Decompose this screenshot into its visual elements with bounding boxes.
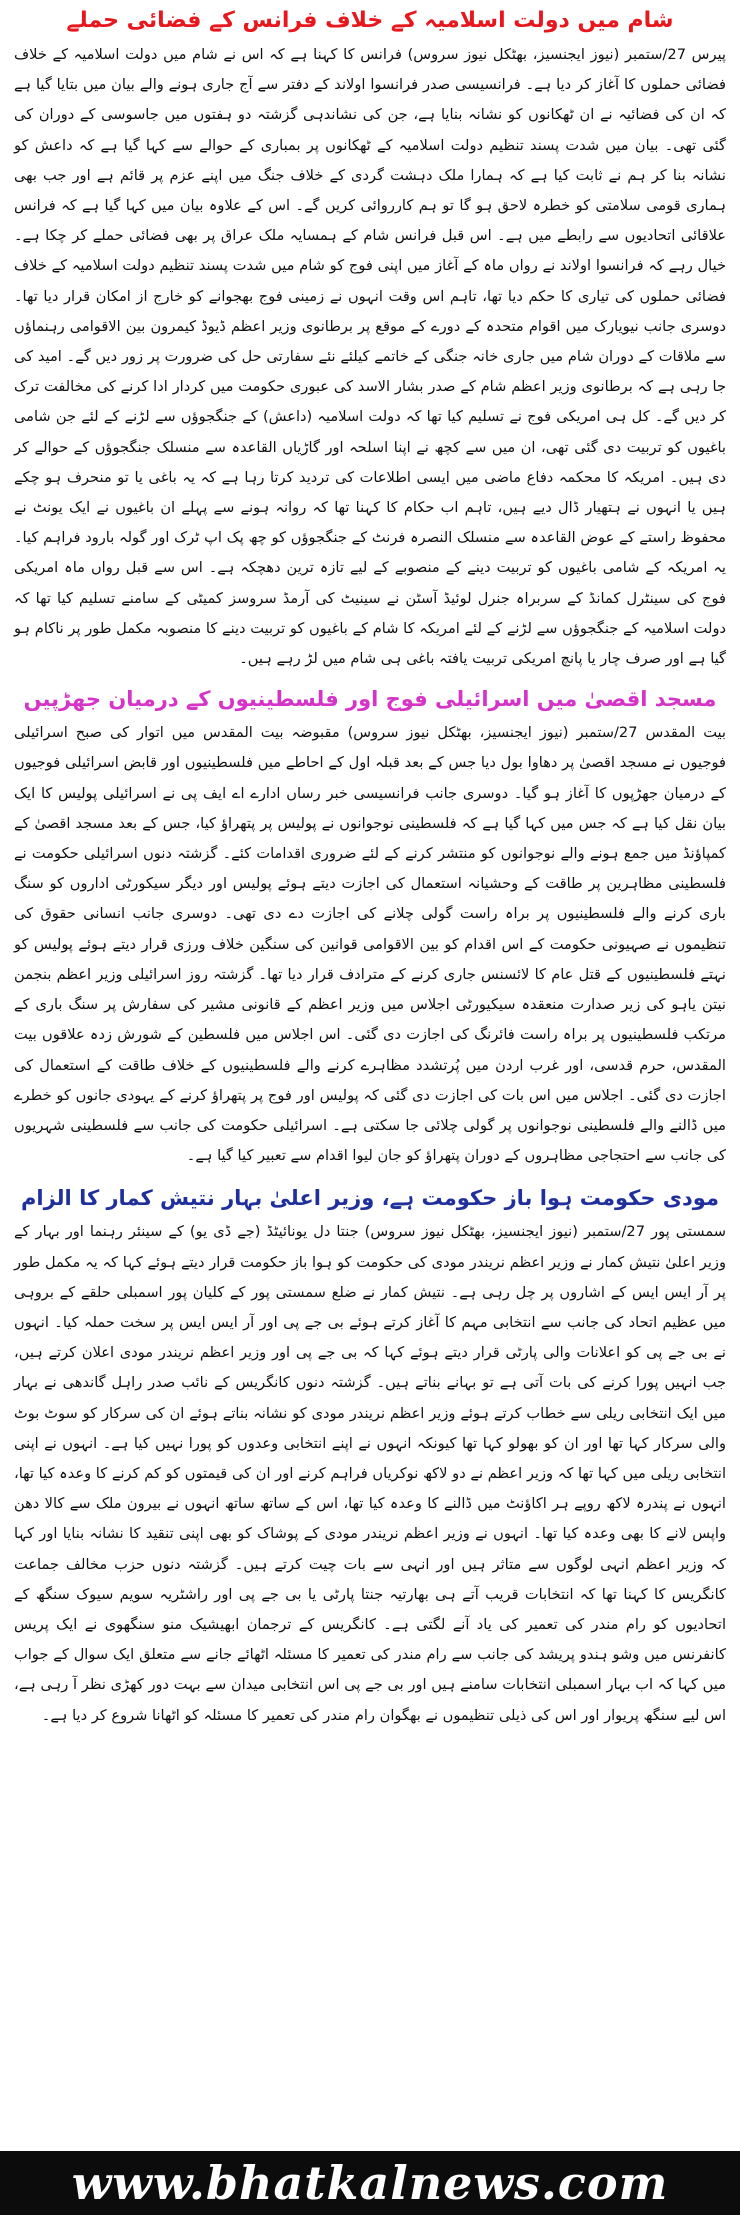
- article-france-syria-strikes: [14, 6, 726, 674]
- article-headline: مسجد اقصیٰ میں اسرائیلی فوج اور فلسطینیوں کے درمیان جھڑپیں: [23, 687, 717, 712]
- article-headline: مودی حکومت ہوا باز حکومت ہے، وزیر اعلیٰ بہار نتیش کمار کا الزام: [21, 1186, 719, 1211]
- article-body: پیرس 27/ستمبر (نیوز ایجنسیز، بھٹکل نیوز سروس) فرانس کا کہنا ہے کہ اس نے شام میں دولت اسلامیہ کے خلاف فضائی حملوں کا آغاز کر دیا ہے۔ فرانسیسی صدر فرانسوا اولاند کے دفتر سے آج جاری ہونے والے بیان میں بتایا گیا ہے کہ ان کی فضائیہ نے ان ٹھکانوں کو نشانہ بنایا ہے، جن کی نشاندہی گزشتہ دو ہفتوں میں جاسوسی کے دوران کی گئی تھی۔ بیان میں شدت پسند تنظیم دولت اسلامیہ کے ٹھکانوں پر بمباری کے حوالے سے کہا گیا ہے کہ داعش کو نشانہ بنا کر ہم نے ثابت کیا ہے کہ ہمارا ملک دہشت گردی کے خلاف جنگ میں اپنے عزم پر قائم ہے اور جب بھی ہماری قومی سلامتی کو خطرہ لاحق ہو گا تو ہم کارروائی کریں گے۔ اس کے علاوہ بیان میں کہا گیا ہے کہ فرانس علاقائی اتحادیوں سے رابطے میں ہے۔ اس قبل فرانس شام کے ہمسایہ ملک عراق پر بھی فضائی حملے کر چکا ہے۔ خیال رہے کہ فرانسوا اولاند نے رواں ماہ کے آغاز میں اپنی فوج کو شام میں شدت پسند تنظیم دولت اسلامیہ کے خلاف فضائی حملوں کی تیاری کا حکم دیا تھا، تاہم اس وقت انہوں نے زمینی فوج بھجوانے کو خارج از امکان قرار دیا تھا۔ دوسری جانب نیویارک میں اقوام متحدہ کے دورے کے موقع پر برطانوی وزیر اعظم ڈیوڈ کیمرون بین الاقوامی رہنماؤں سے ملاقات کے دوران شام میں جاری خانہ جنگی کے خاتمے کیلئے نئے سفارتی حل کی ضرورت پر زور دیں گے۔ امید کی جا رہی ہے کہ برطانوی وزیر اعظم شام کے صدر بشار الاسد کی عبوری حکومت میں کردار ادا کرنے کی مخالفت ترک کر دیں گے۔ کل ہی امریکی فوج نے تسلیم کیا تھا کہ دولت اسلامیہ (داعش) کے جنگجوؤں سے لڑنے کے لئے جن شامی باغیوں کو تربیت دی گئی تھی، ان میں سے کچھ نے اپنا اسلحہ اور گاڑیاں القاعدہ سے منسلک جنگجوؤں کے حوالے کر دی ہیں۔ امریکہ کا محکمہ دفاع ماضی میں ایسی اطلاعات کی تردید کرتا رہا ہے کہ یہ باغی یا تو منحرف ہو چکے ہیں یا انہوں نے ہتھیار ڈال دیے ہیں، تاہم اب حکام کا کہنا تھا کہ روانہ ہونے سے پہلے ان باغیوں نے ایک یونٹ نے محفوظ راستے کے عوض القاعدہ سے منسلک النصرہ فرنٹ کے جنگجوؤں کو چھ پک اپ ٹرک اور گولہ بارود فراہم کیا۔ یہ امریکہ کے شامی باغیوں کو تربیت دینے کے منصوبے کے لیے تازہ ترین دھچکہ ہے۔ اس سے قبل رواں ماہ امریکی فوج کی سینٹرل کمانڈ کے سربراہ جنرل لوئیڈ آسٹن نے سینیٹ کی آرمڈ سروسز کمیٹی کے سامنے تسلیم کیا تھا کہ دولت اسلامیہ کے جنگجوؤں سے لڑنے کے لئے امریکہ کا شام کے باغیوں کو تربیت دینے کا منصوبہ مکمل طور پر ناکام ہو گیا ہے اور صرف چار یا پانچ امریکی تربیت یافتہ باغی ہی شام میں لڑ رہے ہیں۔: [14, 46, 726, 668]
- article-body: سمستی پور 27/ستمبر (نیوز ایجنسیز، بھٹکل نیوز سروس) جنتا دل یونائیٹڈ (جے ڈی یو) کے سینئر رہنما اور بہار کے وزیر اعلیٰ نتیش کمار نے وزیر اعظم نریندر مودی کی حکومت کو ہوا باز حکومت قرار دیتے ہوئے کہا کہ یہ مکمل طور پر آر ایس ایس کے اشاروں پر چل رہی ہے۔ نتیش کمار نے ضلع سمستی پور کے کلیان پور اسمبلی حلقے کے بروہی میں عظیم اتحاد کی جانب سے انتخابی مہم کا آغاز کرتے ہوئے بی جے پی اور آر ایس ایس پر سخت حملہ کیا۔ انہوں نے بی جے پی کو اعلانات والی پارٹی قرار دیتے ہوئے کہا کہ بی جے پی اور وزیر اعظم نریندر مودی اعلان کرتے ہیں، جب انہیں پورا کرنے کی بات آتی ہے تو بہانے بناتے ہیں۔ گزشتہ دنوں کانگریس کے نائب صدر راہل گاندھی نے بہار میں ایک انتخابی ریلی سے خطاب کرتے ہوئے وزیر اعظم نریندر مودی کو نشانہ بناتے ہوئے ان کی سرکار کو سوٹ بوٹ والی سرکار کہا تھا اور ان کو بھولو کہا تھا کیونکہ انہوں نے اپنے انتخابی وعدوں کو پورا نہیں کیا ہے۔ انہوں نے اپنی انتخابی ریلی میں کہا تھا کہ وزیر اعظم نے دو لاکھ نوکریاں فراہم کرنے اور ان کی قیمتوں کو کم کرنے کا وعدہ کیا تھا، انہوں نے پندرہ لاکھ روپے ہر اکاؤنٹ میں ڈالنے کا وعدہ کیا تھا، اس کے ساتھ ساتھ انہوں نے بیرون ملک سے کالا دھن واپس لانے کا بھی وعدہ کیا تھا۔ انہوں نے وزیر اعظم نریندر مودی کے پوشاک کو بھی اپنی تنقید کا نشانہ بنایا اور کہا کہ وزیر اعظم انہی لوگوں سے متاثر ہیں اور انہی سے بات چیت کرتے ہیں۔ گزشتہ دنوں حزب مخالف جماعت کانگریس کا کہنا تھا کہ انتخابات قریب آتے ہی بھارتیہ جنتا پارٹی یا بی جے پی اور راشٹریہ سویم سیوک سنگھ کے اتحادیوں کو رام مندر کی تعمیر کی یاد آنے لگتی ہے۔ کانگریس کے ترجمان ابھیشیک منو سنگھوی نے ایک پریس کانفرنس میں وشو ہندو پریشد کی جانب سے رام مندر کی تعمیر کا مسئلہ اٹھائے جانے سے متعلق ایک سوال کے جواب میں کہا کہ اب بہار اسمبلی انتخابات سامنے ہیں اور بی جے پی اس انتخابی میدان سے بہت دور کھڑی نظر آ رہی ہے، اس لیے سنگھ پریوار اور اس کی ذیلی تنظیموں نے بھگوان رام مندر کی تعمیر کا مسئلہ کو اٹھانا شروع کر دیا ہے۔: [14, 1223, 726, 1724]
- article-headline: شام میں دولت اسلامیہ کے خلاف فرانس کے فضائی حملے: [66, 8, 674, 33]
- article-al-aqsa-clashes: [14, 684, 726, 1171]
- article-body: بیت المقدس 27/ستمبر (نیوز ایجنسیز، بھٹکل نیوز سروس) مقبوضہ بیت المقدس میں اتوار کی صبح اسرائیلی فوجیوں نے مسجد اقصیٰ پر دھاوا بول دیا جس کے بعد قبلہ اول کے احاطے میں فلسطینیوں اور قابض اسرائیلی فوجیوں کے درمیان جھڑپوں کا آغاز ہو گیا۔ دوسری جانب فرانسیسی خبر رساں ادارے اے ایف پی نے اسرائیلی پولیس کا ایک بیان نقل کیا ہے کہ جس میں کہا گیا ہے کہ فلسطینی نوجوانوں نے پولیس پر پتھراؤ کیا، جس کے بعد مسجد اقصیٰ کے کمپاؤنڈ میں جمع ہونے والے نوجوانوں کو منتشر کرنے کے لئے ضروری اقدامات کئے۔ گزشتہ دنوں اسرائیلی حکومت نے فلسطینی مظاہرین پر طاقت کے وحشیانہ استعمال کی اجازت دیتے ہوئے پولیس اور دیگر سیکورٹی اداروں کو سنگ باری کرنے والے فلسطینیوں پر براہ راست گولی چلانے کی اجازت دے دی تھی۔ دوسری جانب انسانی حقوق کی تنظیموں نے صہیونی حکومت کے اس اقدام کو بین الاقوامی قوانین کی سنگین خلاف ورزی قرار دیتے ہوئے پولیس کو نہتے فلسطینیوں کے قتل عام کا لائسنس جاری کرنے کے مترادف قرار دیا تھا۔ گزشتہ روز اسرائیلی وزیر اعظم بنجمن نیتن یاہو کی زیر صدارت منعقدہ سیکیورٹی اجلاس میں وزیر اعظم کے قانونی مشیر کی سفارش پر سنگ باری کے مرتکب فلسطینیوں پر براہ راست فائرنگ کی اجازت دی گئی۔ اس اجلاس میں فلسطین کے شورش زدہ علاقوں بیت المقدس، حرم قدسی، اور غرب اردن میں پُرتشدد مظاہرے کرنے والے فلسطینیوں کے خلاف طاقت کے استعمال کی اجازت دی گئی۔ اجلاس میں اس بات کی اجازت دی گئی کہ پولیس اور فوج پر پتھراؤ کرنے کے یہودی جانوں کو خطرے میں ڈالنے والے فلسطینی نوجوانوں پر گولی چلائی جا سکتی ہے۔ اسرائیلی حکومت کی جانب سے فلسطینی شہریوں کی جانب سے احتجاجی مظاہروں کے دوران پتھراؤ کو جان لیوا اقدام سے تعبیر کیا گیا ہے۔: [14, 724, 726, 1165]
- site-logo[interactable]: www.bhatkalnews.com: [71, 2156, 669, 2210]
- article-nitish-kumar-modi: [14, 1183, 726, 1730]
- site-footer-banner: [0, 2151, 740, 2215]
